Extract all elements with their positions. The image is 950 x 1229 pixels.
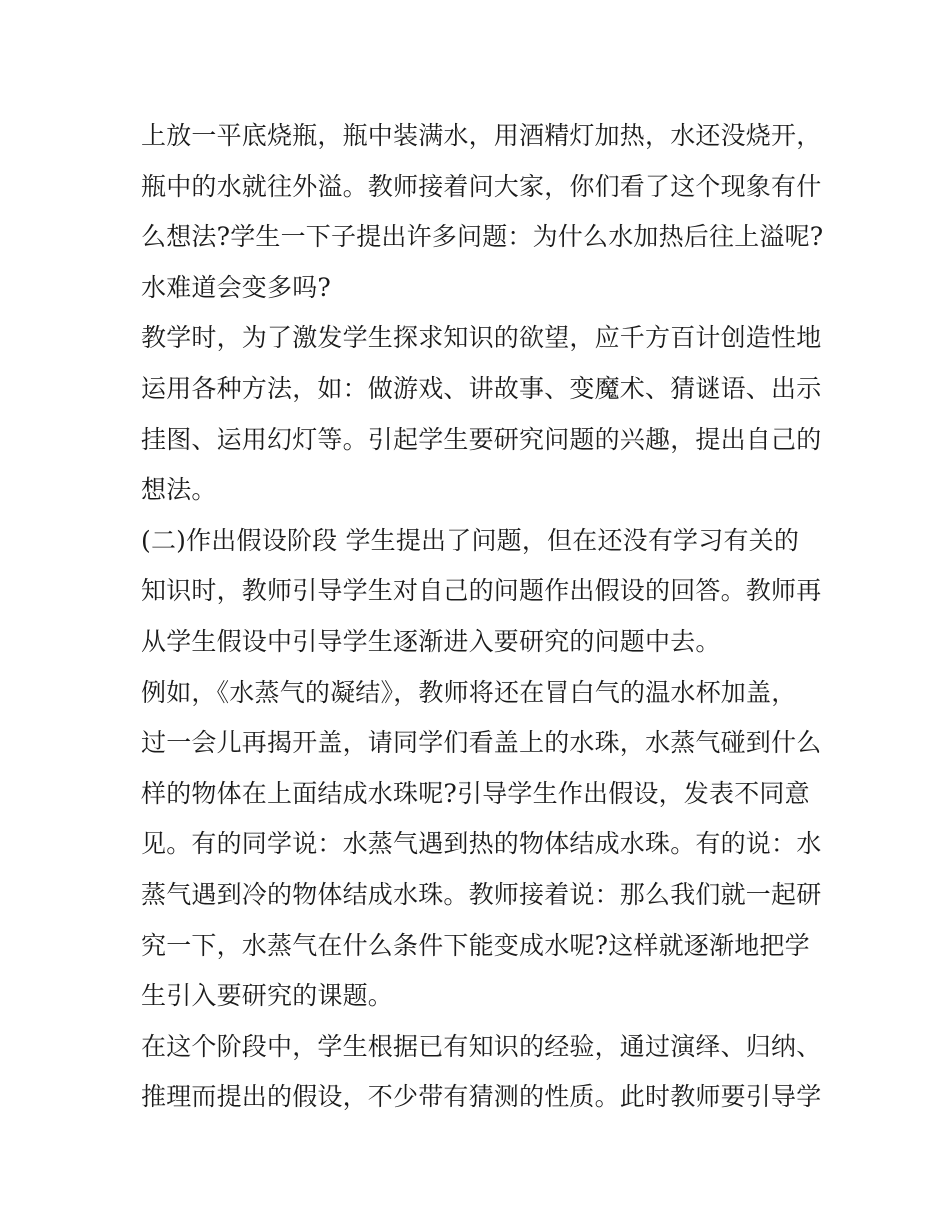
paragraph-condensation-example	[141, 668, 821, 1022]
text-line: 蒸气遇到冷的物体结成水珠。教师接着说：那么我们就一起研	[141, 879, 822, 909]
paragraph-experiment-intro	[141, 111, 824, 313]
text-line: 从学生假设中引导学生逐渐进入要研究的问题中去。	[141, 626, 721, 656]
text-line: 在这个阶段中，学生根据已有知识的经验，通过演绎、归纳、	[141, 1031, 822, 1061]
text-line: 挂图、运用幻灯等。引起学生要研究问题的兴趣，提出自己的	[141, 424, 822, 454]
text-line: 究一下，水蒸气在什么条件下能变成水呢?这样就逐渐地把学	[141, 930, 810, 960]
section-heading-line: (二)作出假设阶段 学生提出了问题，但在还没有学习有关的	[141, 525, 800, 555]
text-line: 运用各种方法，如：做游戏、讲故事、变魔术、猜谜语、出示	[141, 373, 822, 403]
text-line: 水难道会变多吗?	[141, 272, 332, 302]
paragraph-stage-guidance	[141, 1022, 821, 1123]
text-line: 过一会儿再揭开盖，请同学们看盖上的水珠，水蒸气碰到什么	[141, 728, 822, 758]
paragraph-hypothesis-stage	[141, 516, 821, 668]
text-line: 样的物体在上面结成水珠呢?引导学生作出假设，发表不同意	[141, 778, 810, 808]
text-line: 生引入要研究的课题。	[141, 981, 394, 1011]
text-line: 瓶中的水就往外溢。教师接着问大家，你们看了这个现象有什	[141, 171, 822, 201]
text-line: 例如，《水蒸气的凝结》，教师将还在冒白气的温水杯加盖，	[141, 677, 797, 707]
paragraph-teaching-methods	[141, 313, 821, 515]
text-line: 知识时，教师引导学生对自己的问题作出假设的回答。教师再	[141, 576, 822, 606]
text-line: 想法。	[141, 475, 217, 505]
text-line: 见。有的同学说：水蒸气遇到热的物体结成水珠。有的说：水	[141, 829, 822, 859]
text-line: 教学时，为了激发学生探求知识的欲望，应千方百计创造性地	[141, 323, 822, 353]
text-line: 上放一平底烧瓶，瓶中装满水，用酒精灯加热，水还没烧开，	[141, 121, 822, 150]
text-line: 推理而提出的假设，不少带有猜测的性质。此时教师要引导学	[141, 1082, 822, 1112]
document-body	[141, 111, 824, 1123]
text-line: 么想法?学生一下子提出许多问题：为什么水加热后往上溢呢?	[141, 222, 824, 252]
